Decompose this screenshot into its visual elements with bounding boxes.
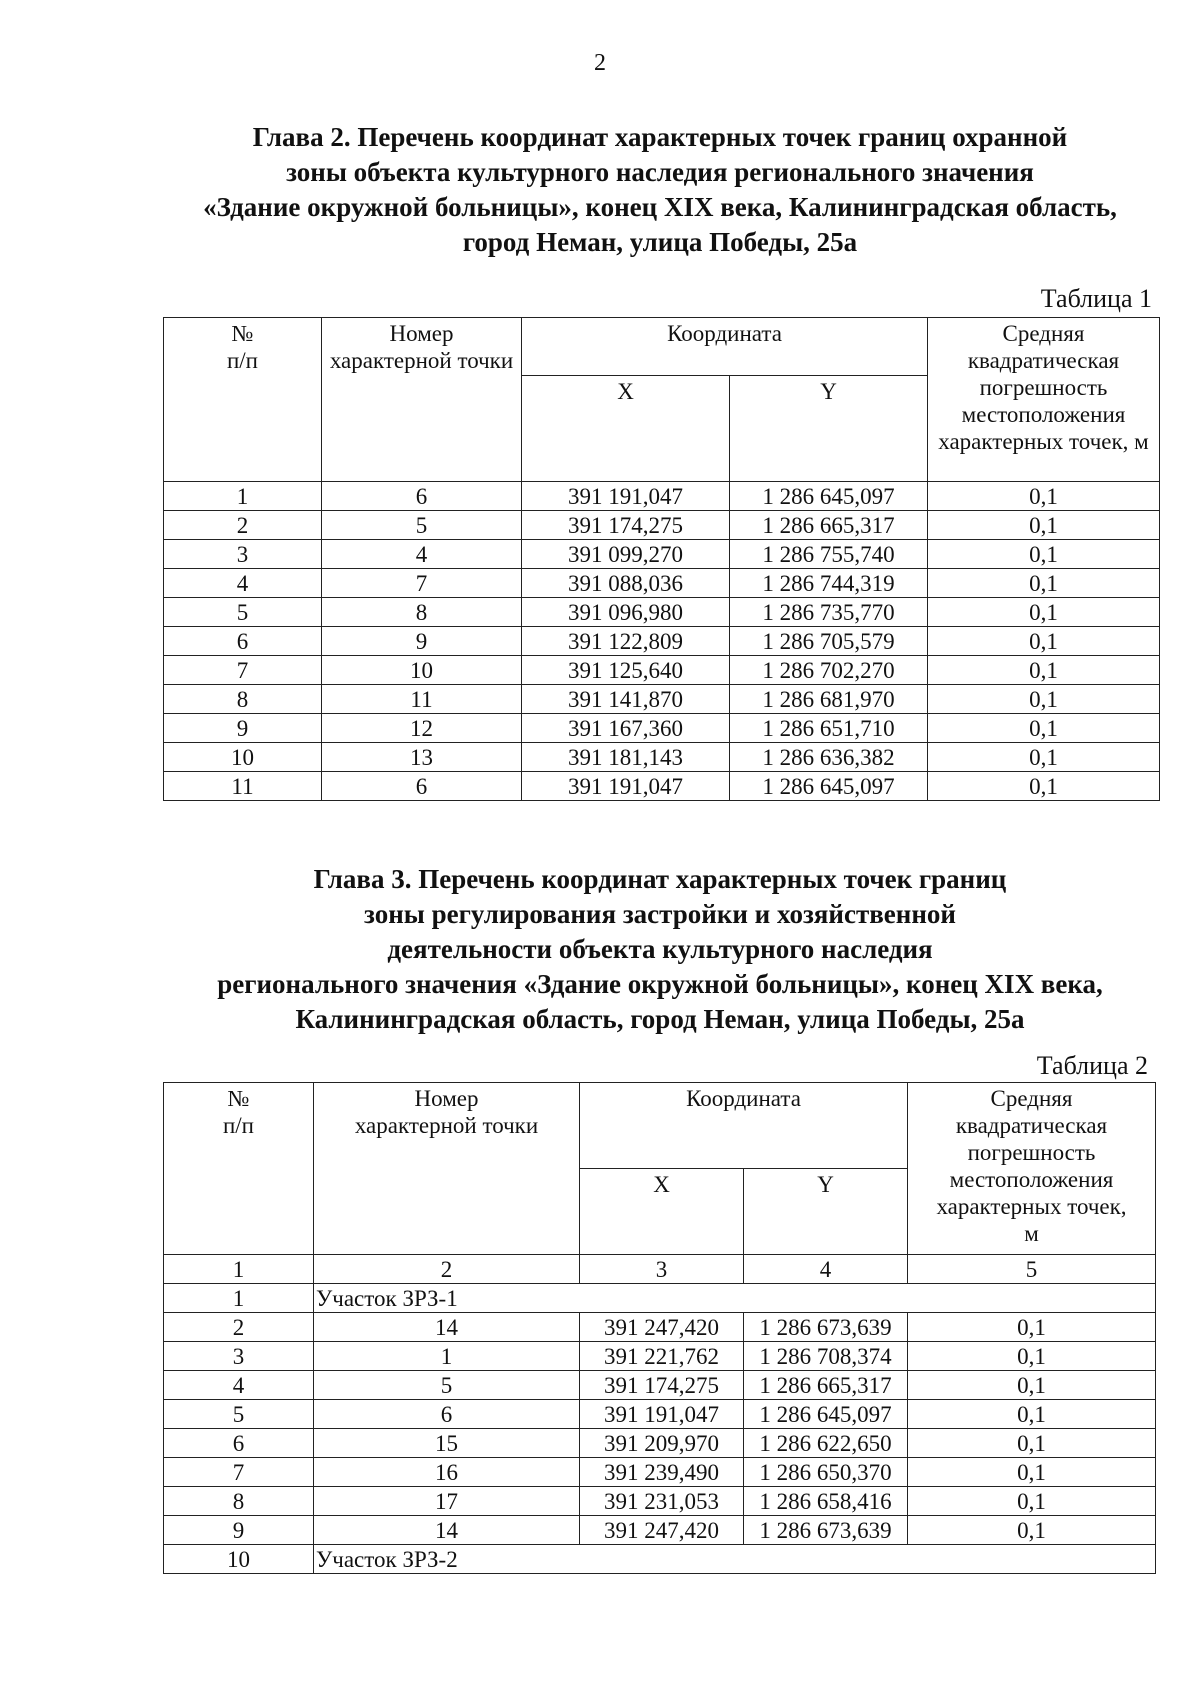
chapter-3-title-line: регионального значения «Здание окружной больницы», конец XIX века, bbox=[217, 969, 1103, 999]
header-error-line: квадратическая bbox=[967, 348, 1120, 373]
error-value: 0,1 bbox=[908, 1458, 1156, 1487]
row-number: 11 bbox=[164, 772, 322, 801]
table-row bbox=[164, 1342, 1156, 1371]
error-value: 0,1 bbox=[928, 714, 1160, 743]
row-number: 2 bbox=[164, 511, 322, 540]
point-number: 8 bbox=[322, 598, 522, 627]
section-row bbox=[164, 1545, 1156, 1574]
column-number-row bbox=[164, 1255, 1156, 1284]
coord-x: 391 099,270 bbox=[522, 540, 730, 569]
point-number: 15 bbox=[314, 1429, 580, 1458]
coord-x: 391 247,420 bbox=[580, 1313, 744, 1342]
chapter-3-title-line: деятельности объекта культурного наследия bbox=[387, 934, 933, 964]
coord-y: 1 286 705,579 bbox=[730, 627, 928, 656]
coord-y: 1 286 636,382 bbox=[730, 743, 928, 772]
coord-y: 1 286 658,416 bbox=[744, 1487, 908, 1516]
header-num-line: п/п bbox=[226, 348, 258, 373]
chapter-3-title-line: зоны регулирования застройки и хозяйственной bbox=[364, 899, 956, 929]
coord-y: 1 286 673,639 bbox=[744, 1516, 908, 1545]
coord-x: 391 221,762 bbox=[580, 1342, 744, 1371]
point-number: 14 bbox=[314, 1516, 580, 1545]
coord-x: 391 174,275 bbox=[522, 511, 730, 540]
row-number: 1 bbox=[164, 482, 322, 511]
coord-y: 1 286 673,639 bbox=[744, 1313, 908, 1342]
coord-y: 1 286 665,317 bbox=[730, 511, 928, 540]
section-num: 1 bbox=[164, 1284, 314, 1313]
coord-x: 391 181,143 bbox=[522, 743, 730, 772]
point-number: 7 bbox=[322, 569, 522, 598]
header-x: X bbox=[580, 1169, 744, 1255]
header-point-line: характерной точки bbox=[354, 1113, 539, 1138]
coord-x: 391 122,809 bbox=[522, 627, 730, 656]
coord-y: 1 286 708,374 bbox=[744, 1342, 908, 1371]
table-row bbox=[164, 482, 1160, 511]
section-num: 10 bbox=[164, 1545, 314, 1574]
error-value: 0,1 bbox=[908, 1313, 1156, 1342]
section-label: Участок ЗРЗ-1 bbox=[314, 1284, 1156, 1313]
column-number: 3 bbox=[580, 1255, 744, 1284]
coord-x: 391 167,360 bbox=[522, 714, 730, 743]
table-row bbox=[164, 511, 1160, 540]
table-row bbox=[164, 1400, 1156, 1429]
table-row bbox=[164, 1516, 1156, 1545]
error-value: 0,1 bbox=[928, 540, 1160, 569]
row-number: 10 bbox=[164, 743, 322, 772]
row-number: 3 bbox=[164, 1342, 314, 1371]
chapter-3-title bbox=[140, 862, 1180, 1037]
coord-x: 391 191,047 bbox=[522, 482, 730, 511]
error-value: 0,1 bbox=[908, 1371, 1156, 1400]
header-error-line: погрешность bbox=[979, 375, 1108, 400]
header-error bbox=[928, 318, 1160, 482]
chapter-3-title-line: Калининградская область, город Неман, улица Победы, 25а bbox=[295, 1004, 1025, 1034]
row-number: 6 bbox=[164, 627, 322, 656]
column-number: 4 bbox=[744, 1255, 908, 1284]
table-row bbox=[164, 627, 1160, 656]
coord-y: 1 286 651,710 bbox=[730, 714, 928, 743]
chapter-3-title-line: Глава 3. Перечень координат характерных точек границ bbox=[313, 864, 1007, 894]
coord-x: 391 191,047 bbox=[522, 772, 730, 801]
table-2 bbox=[163, 1082, 1156, 1574]
coord-x: 391 096,980 bbox=[522, 598, 730, 627]
coord-y: 1 286 645,097 bbox=[744, 1400, 908, 1429]
header-y: Y bbox=[744, 1169, 908, 1255]
row-number: 5 bbox=[164, 598, 322, 627]
page-number: 2 bbox=[594, 50, 606, 76]
header-num bbox=[164, 1083, 314, 1255]
table-row bbox=[164, 656, 1160, 685]
table-row bbox=[164, 1429, 1156, 1458]
coord-y: 1 286 665,317 bbox=[744, 1371, 908, 1400]
error-value: 0,1 bbox=[928, 627, 1160, 656]
error-value: 0,1 bbox=[928, 743, 1160, 772]
point-number: 1 bbox=[314, 1342, 580, 1371]
row-number: 9 bbox=[164, 1516, 314, 1545]
row-number: 4 bbox=[164, 569, 322, 598]
error-value: 0,1 bbox=[928, 598, 1160, 627]
table-2-caption: Таблица 2 bbox=[1036, 1051, 1148, 1080]
coord-x: 391 191,047 bbox=[580, 1400, 744, 1429]
row-number: 7 bbox=[164, 656, 322, 685]
header-error-line: местоположения bbox=[949, 1167, 1114, 1192]
coord-y: 1 286 744,319 bbox=[730, 569, 928, 598]
row-number: 4 bbox=[164, 1371, 314, 1400]
header-error-line: квадратическая bbox=[955, 1113, 1108, 1138]
table-row bbox=[164, 1458, 1156, 1487]
coord-x: 391 088,036 bbox=[522, 569, 730, 598]
row-number: 8 bbox=[164, 685, 322, 714]
chapter-2-title-line: Глава 2. Перечень координат характерных точек границ охранной bbox=[252, 122, 1068, 152]
error-value: 0,1 bbox=[908, 1487, 1156, 1516]
header-error-line: погрешность bbox=[967, 1140, 1096, 1165]
point-number: 6 bbox=[322, 772, 522, 801]
error-value: 0,1 bbox=[908, 1342, 1156, 1371]
coord-x: 391 125,640 bbox=[522, 656, 730, 685]
coord-y: 1 286 735,770 bbox=[730, 598, 928, 627]
header-error bbox=[908, 1083, 1156, 1255]
row-number: 9 bbox=[164, 714, 322, 743]
header-num-line: № bbox=[227, 1086, 250, 1111]
coord-y: 1 286 755,740 bbox=[730, 540, 928, 569]
row-number: 2 bbox=[164, 1313, 314, 1342]
chapter-2-title-line: зоны объекта культурного наследия регионального значения bbox=[286, 157, 1034, 187]
table-row bbox=[164, 714, 1160, 743]
header-error-line: характерных точек, м bbox=[938, 429, 1149, 454]
chapter-2-title-line: «Здание окружной больницы», конец XIX века, Калининградская область, bbox=[203, 192, 1117, 222]
error-value: 0,1 bbox=[928, 511, 1160, 540]
point-number: 4 bbox=[322, 540, 522, 569]
table-row bbox=[164, 598, 1160, 627]
error-value: 0,1 bbox=[908, 1400, 1156, 1429]
table-row bbox=[164, 685, 1160, 714]
column-number: 2 bbox=[314, 1255, 580, 1284]
point-number: 5 bbox=[322, 511, 522, 540]
row-number: 5 bbox=[164, 1400, 314, 1429]
point-number: 6 bbox=[322, 482, 522, 511]
coord-x: 391 141,870 bbox=[522, 685, 730, 714]
header-error-line: м bbox=[1024, 1221, 1039, 1246]
header-point-line: Номер bbox=[389, 321, 454, 346]
row-number: 6 bbox=[164, 1429, 314, 1458]
header-error-line: Средняя bbox=[1002, 321, 1085, 346]
header-coordinate: Координата bbox=[580, 1083, 908, 1169]
header-num-line: № bbox=[231, 321, 254, 346]
header-error-line: характерных точек, bbox=[936, 1194, 1127, 1219]
coord-x: 391 174,275 bbox=[580, 1371, 744, 1400]
section-row bbox=[164, 1284, 1156, 1313]
table-1-body bbox=[164, 482, 1160, 801]
error-value: 0,1 bbox=[908, 1429, 1156, 1458]
point-number: 12 bbox=[322, 714, 522, 743]
table-row bbox=[164, 569, 1160, 598]
error-value: 0,1 bbox=[928, 482, 1160, 511]
coord-y: 1 286 650,370 bbox=[744, 1458, 908, 1487]
row-number: 7 bbox=[164, 1458, 314, 1487]
coord-x: 391 209,970 bbox=[580, 1429, 744, 1458]
point-number: 16 bbox=[314, 1458, 580, 1487]
header-x: X bbox=[522, 376, 730, 482]
table-1 bbox=[163, 317, 1160, 801]
header-error-line: местоположения bbox=[961, 402, 1126, 427]
point-number: 11 bbox=[322, 685, 522, 714]
row-number: 8 bbox=[164, 1487, 314, 1516]
point-number: 14 bbox=[314, 1313, 580, 1342]
error-value: 0,1 bbox=[928, 685, 1160, 714]
header-error-line: Средняя bbox=[990, 1086, 1073, 1111]
error-value: 0,1 bbox=[908, 1516, 1156, 1545]
point-number: 17 bbox=[314, 1487, 580, 1516]
table-row bbox=[164, 540, 1160, 569]
header-point bbox=[322, 318, 522, 482]
chapter-2-title-line: город Неман, улица Победы, 25а bbox=[462, 227, 858, 257]
table-row bbox=[164, 772, 1160, 801]
point-number: 13 bbox=[322, 743, 522, 772]
header-num bbox=[164, 318, 322, 482]
column-number: 5 bbox=[908, 1255, 1156, 1284]
error-value: 0,1 bbox=[928, 772, 1160, 801]
point-number: 5 bbox=[314, 1371, 580, 1400]
error-value: 0,1 bbox=[928, 656, 1160, 685]
table-2-body bbox=[164, 1313, 1156, 1545]
row-number: 3 bbox=[164, 540, 322, 569]
table-row bbox=[164, 1487, 1156, 1516]
point-number: 10 bbox=[322, 656, 522, 685]
coord-y: 1 286 622,650 bbox=[744, 1429, 908, 1458]
table-row bbox=[164, 1313, 1156, 1342]
point-number: 9 bbox=[322, 627, 522, 656]
header-y: Y bbox=[730, 376, 928, 482]
table-header-row bbox=[164, 1083, 1156, 1169]
point-number: 6 bbox=[314, 1400, 580, 1429]
coord-x: 391 231,053 bbox=[580, 1487, 744, 1516]
coord-y: 1 286 702,270 bbox=[730, 656, 928, 685]
table-header-row bbox=[164, 318, 1160, 376]
table-row bbox=[164, 1371, 1156, 1400]
error-value: 0,1 bbox=[928, 569, 1160, 598]
header-coordinate: Координата bbox=[522, 318, 928, 376]
header-point bbox=[314, 1083, 580, 1255]
table-row bbox=[164, 743, 1160, 772]
column-number: 1 bbox=[164, 1255, 314, 1284]
header-num-line: п/п bbox=[222, 1113, 254, 1138]
coord-x: 391 247,420 bbox=[580, 1516, 744, 1545]
header-point-line: характерной точки bbox=[329, 348, 514, 373]
coord-y: 1 286 681,970 bbox=[730, 685, 928, 714]
section-label: Участок ЗРЗ-2 bbox=[314, 1545, 1156, 1574]
coord-y: 1 286 645,097 bbox=[730, 772, 928, 801]
coord-x: 391 239,490 bbox=[580, 1458, 744, 1487]
header-point-line: Номер bbox=[414, 1086, 479, 1111]
coord-y: 1 286 645,097 bbox=[730, 482, 928, 511]
table-1-caption: Таблица 1 bbox=[1040, 284, 1152, 313]
chapter-2-title bbox=[140, 120, 1180, 260]
